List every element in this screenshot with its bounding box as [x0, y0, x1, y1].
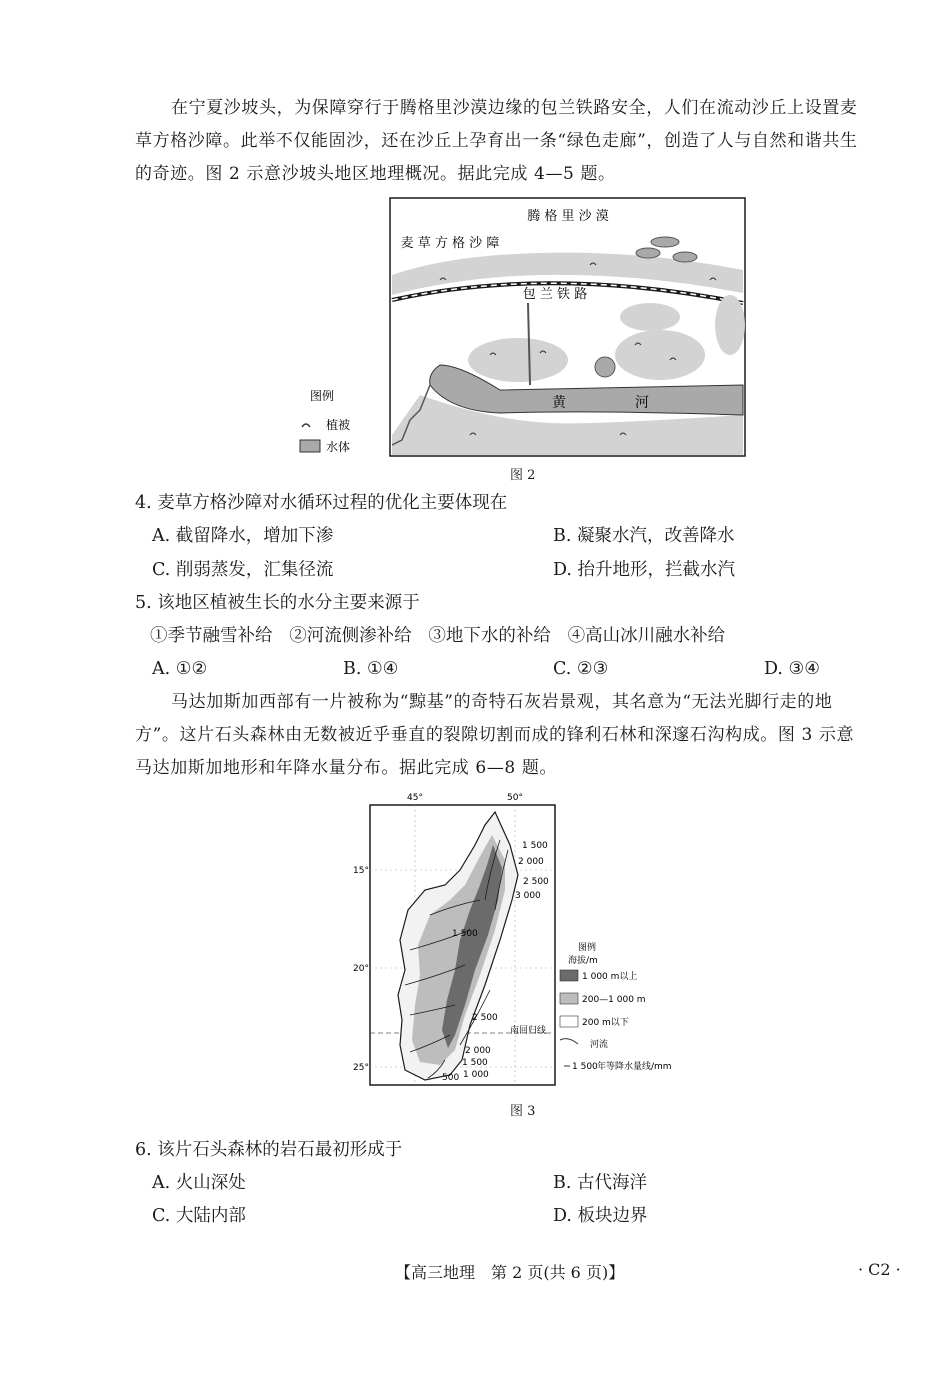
passage-2-line-2: 方”。这片石头森林由无数被近乎垂直的裂隙切割而成的锋利石林和深邃石沟构成。图 3 示意 — [135, 725, 855, 745]
q5-items: ①季节融雪补给 ②河流侧渗补给 ③地下水的补给 ④高山冰川融水补给 — [150, 626, 726, 646]
lon-50-label: 50° — [507, 793, 523, 803]
legend-high-label: 1 000 m以上 — [582, 972, 638, 982]
passage-2-line-3: 马达加斯加地形和年降水量分布。据此完成 6—8 题。 — [135, 758, 558, 778]
q5-option-b: B. ①④ — [343, 659, 399, 679]
legend-water: 水体 — [326, 440, 351, 454]
q5-option-a: A. ①② — [152, 659, 208, 679]
water-patch-2 — [636, 248, 660, 258]
water-patch-4 — [595, 357, 615, 377]
footer-page-info: 【高三地理 第 2 页(共 6 页)】 — [395, 1263, 625, 1282]
question-4-stem: 4. 麦草方格沙障对水循环过程的优化主要体现在 — [135, 493, 508, 513]
q5-option-c: C. ②③ — [553, 659, 609, 679]
question-5-stem: 5. 该地区植被生长的水分主要来源于 — [135, 593, 420, 613]
figure-3-map — [350, 790, 690, 1090]
figure-3 — [350, 790, 690, 1090]
legend-isohyet-number: 1 500 — [572, 1062, 598, 1072]
lat-20-label: 20° — [353, 964, 369, 974]
legend-mid-label: 200—1 000 m — [582, 995, 646, 1005]
q6-option-b: B. 古代海洋 — [553, 1173, 647, 1193]
river-label-2: 河 — [635, 395, 649, 411]
q4-option-c: C. 削弱蒸发，汇集径流 — [152, 560, 334, 580]
q6-option-c: C. 大陆内部 — [152, 1206, 246, 1226]
desert-label: 腾 格 里 沙 漠 — [527, 209, 609, 224]
passage-1-line-2: 草方格沙障。此举不仅能固沙，还在沙丘上孕育出一条“绿色走廊”，创造了人与自然和谐共生 — [135, 131, 858, 151]
figure-2-caption: 图 2 — [510, 468, 536, 483]
legend-elevation-label: 海拔/m — [568, 956, 598, 966]
q6-option-d: D. 板块边界 — [553, 1206, 648, 1226]
tropic-label: 南回归线 — [510, 1026, 547, 1036]
legend-low-swatch — [560, 1016, 578, 1027]
passage-2-line-1: 马达加斯加西部有一片被称为“黥基”的奇特石灰岩景观，其名意为“无法光脚行走的地 — [171, 692, 833, 712]
barrier-label: 麦 草 方 格 沙 障 — [400, 236, 500, 251]
vegetation-cluster-1 — [468, 338, 568, 382]
isohyet-label: 1 000 — [463, 1070, 489, 1080]
figure-2-map — [290, 195, 760, 460]
isohyet-label: 2 500 — [523, 877, 549, 887]
vegetation-cluster-2 — [615, 330, 705, 380]
passage-1-line-1: 在宁夏沙坡头，为保障穿行于腾格里沙漠边缘的包兰铁路安全，人们在流动沙丘上设置麦 — [171, 98, 858, 118]
legend-title: 图例 — [310, 389, 335, 403]
figure-2 — [290, 195, 760, 460]
legend-isohyet-label: 年等降水量线/mm — [597, 1062, 672, 1072]
river-label-1: 黄 — [552, 395, 566, 411]
figure-3-caption: 图 3 — [510, 1104, 536, 1119]
water-patch-3 — [673, 252, 697, 262]
q4-option-d: D. 抬升地形，拦截水汽 — [553, 560, 736, 580]
lat-25-label: 25° — [353, 1063, 369, 1073]
legend-high-swatch — [560, 970, 578, 981]
legend-river-label: 河流 — [590, 1040, 609, 1050]
legend-title: 图例 — [578, 943, 597, 953]
legend-low-label: 200 m以下 — [582, 1018, 629, 1028]
legend-river-icon — [560, 1039, 578, 1044]
q4-option-a: A. 截留降水，增加下渗 — [152, 526, 334, 546]
lon-45-label: 45° — [407, 793, 423, 803]
vegetation-cluster-4 — [715, 295, 745, 355]
isohyet-label: 2 500 — [472, 1013, 498, 1023]
lat-15-label: 15° — [353, 866, 369, 876]
isohyet-label: 2 000 — [465, 1046, 491, 1056]
q6-option-a: A. 火山深处 — [152, 1173, 246, 1193]
passage-1-line-3: 的奇迹。图 2 示意沙坡头地区地理概况。据此完成 4—5 题。 — [135, 164, 616, 184]
isohyet-label: 1 500 — [522, 841, 548, 851]
passage-1 — [135, 92, 915, 191]
isohyet-label: 1 500 — [452, 929, 478, 939]
legend-vegetation-icon — [302, 424, 310, 427]
legend-water-icon — [300, 440, 320, 452]
isohyet-label: 1 500 — [462, 1058, 488, 1068]
question-6-stem: 6. 该片石头森林的岩石最初形成于 — [135, 1140, 403, 1160]
vegetation-cluster-3 — [620, 303, 680, 331]
footer-code: · C2 · — [858, 1260, 901, 1279]
isohyet-label: 2 000 — [518, 857, 544, 867]
water-patch-1 — [651, 237, 679, 247]
q4-option-b: B. 凝聚水汽，改善降水 — [553, 526, 735, 546]
q5-option-d: D. ③④ — [764, 659, 820, 679]
legend-mid-swatch — [560, 993, 578, 1004]
isohyet-label: 3 000 — [515, 891, 541, 901]
passage-2 — [135, 686, 915, 785]
railway-label: 包 兰 铁 路 — [522, 287, 588, 302]
legend-vegetation: 植被 — [326, 418, 351, 432]
isohyet-label: 500 — [442, 1073, 460, 1083]
